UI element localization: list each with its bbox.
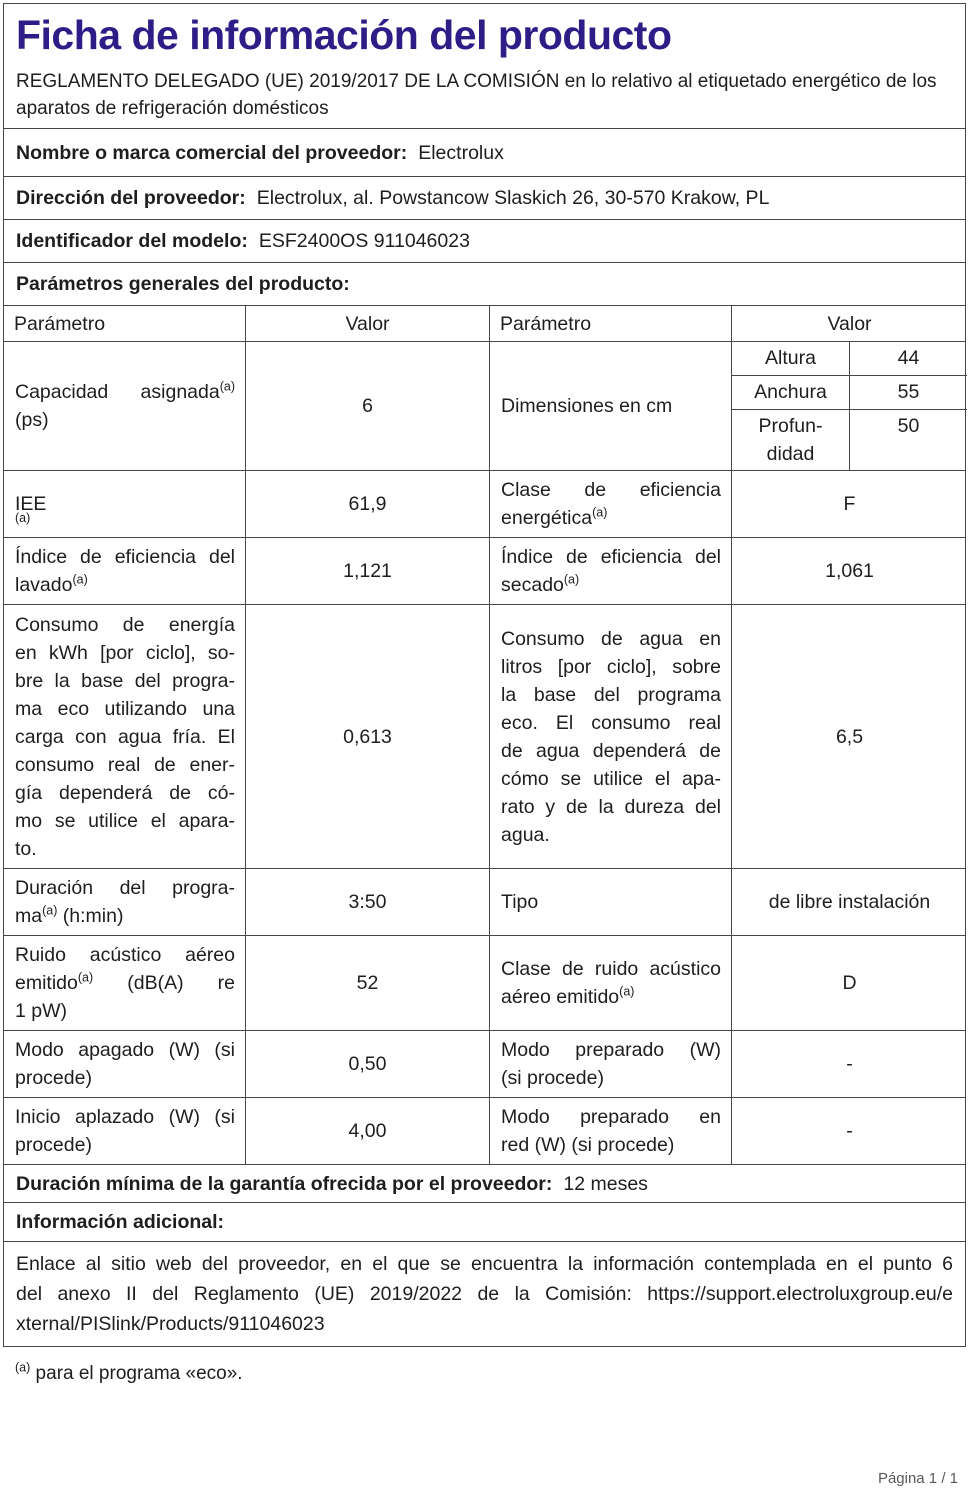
row-duration-type bbox=[4, 868, 965, 935]
noise-value: 52 bbox=[245, 936, 489, 1030]
model-identifier-value: ESF2400OS 911046023 bbox=[258, 230, 470, 252]
capacity-value: 6 bbox=[245, 342, 489, 470]
warranty-value: 12 meses bbox=[563, 1172, 648, 1195]
warranty-label: Duración mínima de la garantía ofrecida por el proveedor: bbox=[16, 1172, 553, 1195]
row-wash-dry-index bbox=[4, 537, 965, 604]
model-identifier-label: Identificador del modelo: bbox=[16, 230, 248, 252]
delayed-start-label: Inicio aplazado (W) (si procede) bbox=[15, 1106, 235, 1156]
dimensions-subtable bbox=[731, 342, 967, 470]
delayed-start-value: 4,00 bbox=[245, 1098, 489, 1164]
general-parameters-heading-row bbox=[4, 262, 965, 305]
dimension-row-width bbox=[732, 375, 967, 409]
dimensions-label: Dimensiones en cm bbox=[489, 342, 731, 470]
row-energy-water-consumption bbox=[4, 604, 965, 868]
water-consumption-label: Consumo de agua en litros [por ciclo], sobre la base del programa eco. El consumo real de agua dependerá de cómo se utilice el apa- rato y de la dureza del agua. bbox=[489, 605, 731, 868]
depth-value: 50 bbox=[849, 410, 967, 470]
energy-class-value: F bbox=[731, 471, 967, 537]
standby-mode-label: Modo preparado (W) (si procede) bbox=[489, 1031, 731, 1097]
dimension-row-depth bbox=[732, 409, 967, 470]
energy-class-label: Clase de eficiencia energética$^{(a)}$ bbox=[489, 471, 731, 537]
page-number: Página 1 / 1 bbox=[877, 1470, 958, 1487]
param-table-header-row bbox=[4, 305, 965, 341]
water-consumption-value: 6,5 bbox=[731, 605, 967, 868]
off-mode-label: Modo apagado (W) (si procede) bbox=[15, 1039, 235, 1089]
row-iee-energyclass bbox=[4, 470, 965, 537]
general-parameters-label: Parámetros generales del producto: bbox=[16, 273, 350, 295]
supplier-name-label: Nombre o marca comercial del proveedor: bbox=[16, 141, 408, 164]
noise-label: Ruido acústico aéreo emitido$^{(a)}$ (dB(A) re 1 pW) bbox=[15, 944, 235, 1022]
warranty-row bbox=[4, 1164, 965, 1202]
supplier-address-value: Electrolux, al. Powstancow Slaskich 26, 30-570 Krakow, PL bbox=[256, 187, 770, 209]
programme-duration-value: 3:50 bbox=[245, 869, 489, 935]
header-parametro-2: Parámetro bbox=[489, 306, 731, 341]
dry-index-value: 1,061 bbox=[731, 538, 967, 604]
type-value: de libre instalación bbox=[731, 869, 967, 935]
dimension-row-height bbox=[732, 342, 967, 375]
eco-footnote: $^{(a)}$ para el programa «eco». bbox=[15, 1360, 243, 1384]
supplier-address-label: Dirección del proveedor: bbox=[16, 187, 246, 209]
networked-standby-label: Modo preparado en red (W) (si procede) bbox=[489, 1098, 731, 1164]
wash-index-label: Índice de eficiencia del lavado$^{(a)}$ bbox=[15, 546, 235, 596]
row-noise bbox=[4, 935, 965, 1030]
title-block bbox=[4, 4, 965, 128]
product-information-sheet bbox=[3, 3, 966, 1388]
additional-info-heading-row bbox=[4, 1202, 965, 1241]
iee-value: 61,9 bbox=[245, 471, 489, 537]
off-mode-value: 0,50 bbox=[245, 1031, 489, 1097]
supplier-name-value: Electrolux bbox=[418, 141, 504, 164]
supplier-address-row bbox=[4, 176, 965, 219]
programme-duration-label: Duración del progra- $ma^{(a)}$ (h:min) bbox=[15, 877, 235, 927]
regulation-text: REGLAMENTO DELEGADO (UE) 2019/2017 DE LA COMISIÓN en lo relativo al etiquetado energético de los aparatos de refrigeración domésticos bbox=[16, 71, 937, 119]
header-valor-2: Valor bbox=[731, 306, 967, 341]
header-parametro-1: Parámetro bbox=[14, 312, 106, 335]
wash-index-value: 1,121 bbox=[245, 538, 489, 604]
row-capacity-dimensions bbox=[4, 341, 965, 470]
fiche-bordered-table bbox=[3, 3, 966, 1347]
energy-consumption-label: Consumo de energía en kWh [por ciclo], so- bre la base del progra- ma eco utilizando una carga con agua fría. El consumo real de ener- gía dependerá de có- mo se utilice el apara- to. bbox=[15, 613, 235, 860]
height-label: Altura bbox=[765, 347, 816, 369]
dry-index-label: Índice de eficiencia del secado$^{(a)}$ bbox=[489, 538, 731, 604]
capacity-label: Capacidad asignada$^{(a)}$ (ps) bbox=[15, 379, 235, 431]
width-value: 55 bbox=[849, 376, 967, 409]
height-value: 44 bbox=[849, 342, 967, 375]
row-offmode-standby bbox=[4, 1030, 965, 1097]
additional-info-label: Información adicional: bbox=[16, 1211, 225, 1233]
noise-class-label: Clase de ruido acústico aéreo emitido$^{(a)}$ bbox=[489, 936, 731, 1030]
supplier-name-row bbox=[4, 128, 965, 176]
row-delayedstart-networkstandby bbox=[4, 1097, 965, 1164]
standby-mode-value: - bbox=[731, 1031, 967, 1097]
noise-class-value: D bbox=[731, 936, 967, 1030]
networked-standby-value: - bbox=[731, 1098, 967, 1164]
page-title: Ficha de información del producto bbox=[16, 12, 672, 58]
depth-label: Profun- didad bbox=[758, 415, 823, 465]
supplier-link-text: Enlace al sitio web del proveedor, en el que se encuentra la información contemplada en el punto 6 del anexo II del Reglamento (UE) 2019/2022 de la Comisión: https://support.electroluxgroup.eu/e xternal/PISlink/Products/911046023 bbox=[4, 1241, 965, 1346]
energy-consumption-value: 0,613 bbox=[245, 605, 489, 868]
iee-label: IEE (a) bbox=[15, 493, 47, 525]
type-label: Tipo bbox=[489, 869, 731, 935]
model-identifier-row bbox=[4, 219, 965, 262]
width-label: Anchura bbox=[754, 381, 827, 403]
header-valor-1: Valor bbox=[245, 306, 489, 341]
